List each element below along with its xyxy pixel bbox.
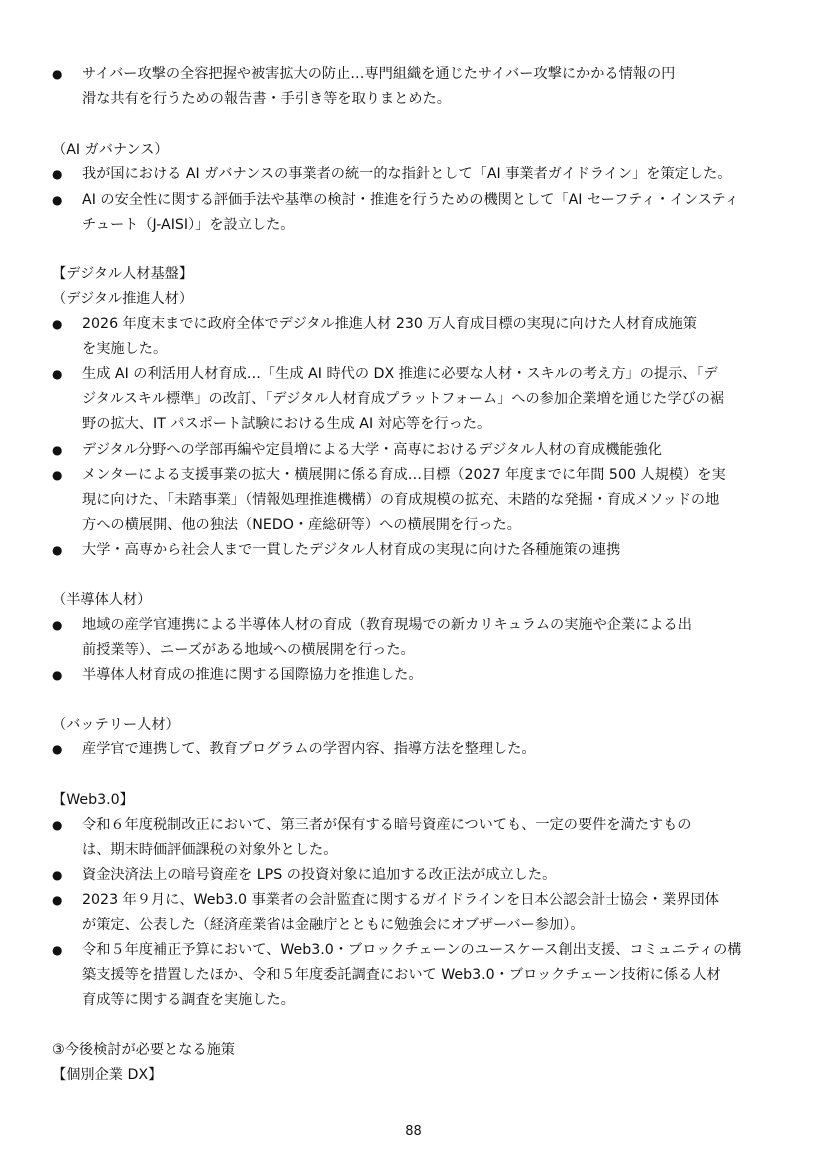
page-number: 88: [405, 1124, 422, 1139]
bullet-text-line: 令和５年度補正予算において、Web3.0・ブロックチェーンのユースケース創出支援、コミュニティの構: [82, 942, 742, 958]
bullet-text-line: 2023 年９月に、Web3.0 事業者の会計監査に関するガイドラインを日本公認会計士協会・業界団体: [82, 892, 719, 908]
bullet-text-line: 産学官で連携して、教育プログラムの学習内容、指導方法を整理した。: [82, 741, 536, 757]
bullet-text-line: 大学・高専から社会人まで一貫したデジタル人材育成の実現に向けた各種施策の連携: [82, 542, 621, 558]
bullet-text-line: 現に向けた、「未踏事業」（情報処理推進機構）の育成規模の拡充、未踏的な発掘・育成メソッドの地: [82, 492, 720, 508]
bullet-text-line: 地域の産学官連携による半導体人材の育成（教育現場での新カリキュラムの実施や企業による出: [82, 617, 692, 633]
bullet-text-line: デジタル分野への学部再編や定員増による大学・高専におけるデジタル人材の育成機能強化: [82, 442, 662, 458]
bullet-text-line: 方への横展開、他の独法（NEDO・産総研等）への横展開を行った。: [82, 517, 521, 533]
bullet-text-line: AI の安全性に関する評価手法や基準の検討・推進を行うための機関として「AI セーフティ・インスティ: [82, 192, 739, 208]
bullet-text-line: 野の拡大、IT パスポート試験における生成 AI 対応等を行った。: [82, 416, 492, 432]
bullet-text-line: 令和６年度税制改正において、第三者が保有する暗号資産についても、一定の要件を満たすもの: [82, 817, 692, 833]
bullet-text-line: 前授業等）、ニーズがある地域への横展開を行った。: [82, 642, 415, 658]
bullet-icon: ●: [52, 818, 63, 832]
bullet-icon: ●: [52, 167, 63, 181]
bullet-icon: ●: [52, 868, 63, 882]
bullet-text-line: 育成等に関する調査を実施した。: [82, 992, 295, 1008]
section-heading: 【デジタル人材基盤】: [52, 266, 194, 282]
section-heading: （半導体人材）: [52, 592, 152, 608]
bullet-icon: ●: [52, 618, 63, 632]
bullet-text-line: を実施した。: [82, 341, 168, 357]
bullet-icon: ●: [52, 367, 63, 381]
bullet-icon: ●: [52, 468, 63, 482]
bullet-icon: ●: [52, 443, 63, 457]
bullet-text-line: サイバー攻撃の全容把握や被害拡大の防止…専門組織を通じたサイバー攻撃にかかる情報の円: [82, 66, 676, 82]
bullet-icon: ●: [52, 543, 63, 557]
bullet-icon: ●: [52, 317, 63, 331]
section-heading: ③今後検討が必要となる施策: [52, 1042, 235, 1058]
bullet-text-line: ジタルスキル標準」の改訂、「デジタル人材育成プラットフォーム」への参加企業増を通じた学びの裾: [82, 391, 725, 407]
bullet-icon: ●: [52, 943, 63, 957]
section-heading: （デジタル推進人材）: [52, 291, 194, 307]
bullet-icon: ●: [52, 193, 63, 207]
bullet-icon: ●: [52, 668, 63, 682]
section-heading: （バッテリー人材）: [52, 717, 180, 733]
bullet-text-line: が策定、公表した（経済産業省は金融庁とともに勉強会にオブザーバー参加）。: [82, 917, 585, 933]
bullet-text-line: 資金決済法上の暗号資産を LPS の投資対象に追加する改正法が成立した。: [82, 867, 557, 883]
bullet-text-line: 2026 年度末までに政府全体でデジタル推進人材 230 万人育成目標の実現に向けた人材育成施策: [82, 316, 697, 332]
bullet-text-line: 築支援等を措置したほか、令和５年度委託調査において Web3.0・ブロックチェーン技術に係る人材: [82, 967, 721, 983]
bullet-text-line: 我が国における AI ガバナンスの事業者の統一的な指針として「AI 事業者ガイドライン」を策定した。: [82, 166, 732, 182]
bullet-text-line: メンターによる支援事業の拡大・横展開に係る育成…目標（2027 年度までに年間 500 人規模）を実: [82, 467, 726, 483]
bullet-icon: ●: [52, 67, 63, 81]
bullet-icon: ●: [52, 742, 63, 756]
bullet-text-line: 生成 AI の利活用人材育成…「生成 AI 時代の DX 推進に必要な人材・スキルの考え方」の提示、「デ: [82, 366, 718, 382]
bullet-text-line: チュート（J-AISI）」を設立した。: [82, 217, 295, 233]
bullet-text-line: 滑な共有を行うための報告書・手引き等を取りまとめた。: [82, 91, 451, 107]
section-heading: 【個別企業 DX】: [52, 1067, 163, 1083]
section-heading: 【Web3.0】: [52, 792, 134, 808]
bullet-text-line: は、期末時価評価課税の対象外とした。: [82, 842, 338, 858]
bullet-text-line: 半導体人材育成の推進に関する国際協力を推進した。: [82, 667, 423, 683]
section-heading: （AI ガバナンス）: [52, 142, 169, 158]
bullet-icon: ●: [52, 893, 63, 907]
